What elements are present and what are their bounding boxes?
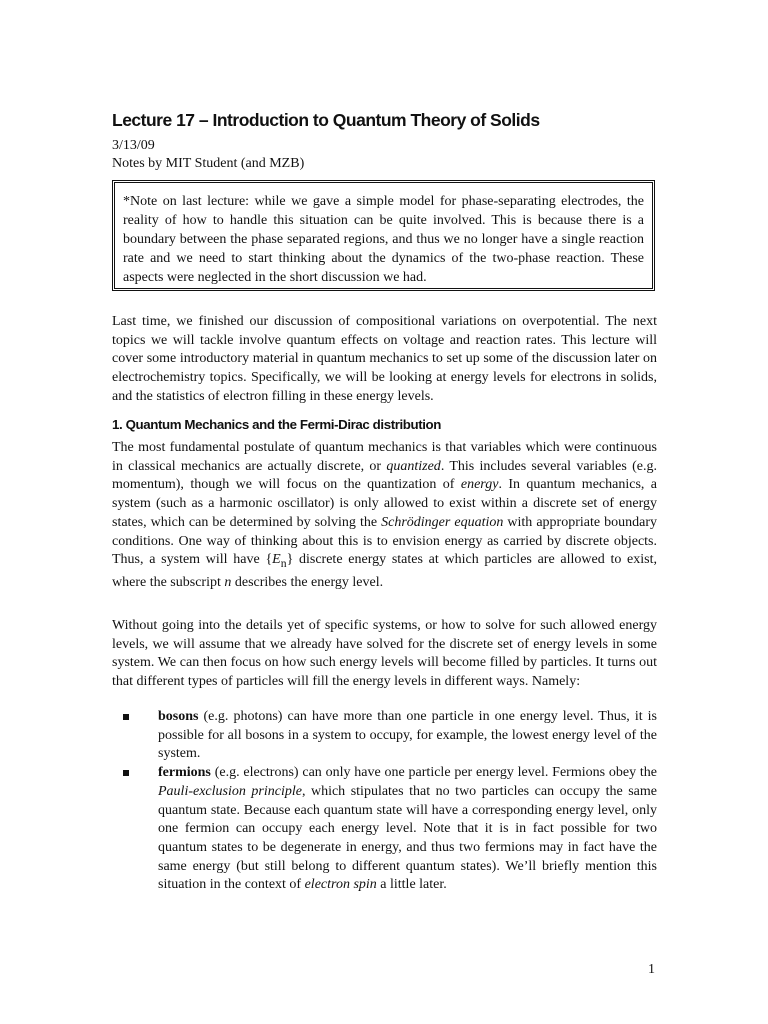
intro-paragraph: Last time, we finished our discussion of compositional variations on overpotential. The next topics we will tackle involve quantum effects on voltage and reaction rates. This lecture will cover some introductory material in quantum mechanics to set up some of the discussion later on electrochemistry topics. Specifically, we will be looking at energy levels for electrons in solids, and the statistics of electron filling in these energy levels. (112, 314, 657, 404)
text-run: (e.g. electrons) can only have one particle per energy level. Fermions obey the (210, 765, 657, 781)
lecture-title: Lecture 17 – Introduction to Quantum Theory of Solids (112, 110, 540, 130)
page-number: 1 (648, 962, 655, 977)
text-run: } discrete energy states at which particles are allowed to exist, where the subscript (112, 552, 658, 590)
square-bullet-icon (123, 770, 129, 776)
note-box (112, 180, 655, 291)
bosons-text: (e.g. photons) can have more than one particle in one energy level. Thus, it is possible for all bosons in a system to occupy, for example, the lowest energy level of the system. (158, 709, 657, 762)
lecture-date: 3/13/09 (112, 138, 155, 153)
energy-symbol: E (272, 552, 281, 568)
emphasis-electron-spin: electron spin (304, 877, 377, 893)
square-bullet-icon (123, 714, 129, 720)
emphasis-energy: energy (460, 477, 499, 493)
term-fermions: fermions (158, 765, 211, 781)
note-text: *Note on last lecture: while we gave a simple model for phase-separating electrodes, the reality of how to handle this situation can be quite involved. This is because there is a boundary between the phase separated regions, and thus we no longer have a single reaction rate and we need to start thinking about the dynamics of the two-phase reaction. These aspects were neglected in the short discussion we had. (123, 194, 644, 285)
emphasis-schrodinger: Schrödinger equation (381, 514, 504, 530)
text-run: describes the energy level. (231, 574, 384, 590)
emphasis-n: n (224, 574, 232, 590)
text-run: . This includes several variables (e.g. momentum), though we will focus on the quantization of (112, 458, 657, 493)
section-heading: 1. Quantum Mechanics and the Fermi-Dirac distribution (112, 417, 442, 432)
text-run: . In quantum mechanics, a system (such as a harmonic oscillator) is only allowed to exist within a discrete set of energy states, which can be determined by solving the (112, 477, 658, 530)
energy-subscript: n (280, 557, 287, 571)
particles-paragraph: Without going into the details yet of specific systems, or how to solve for such allowed energy levels, we will assume that we already have solved for the discrete set of energy levels in some system. We can then focus on how such energy levels will become filled by particles. It turns out that different types of particles will fill the energy levels in different ways. Namely: (112, 618, 657, 690)
term-bosons: bosons (158, 709, 199, 724)
text-run: , which stipulates that no two particles can occupy the same quantum state. Because each quantum state will have a corresponding energy level, only one fermion can occupy each energy level. Note that it is in fact possible for two quantum states to be degenerate in energy, and thus two fermions may in fact have the same energy (but still belong to different quantum states). We’ll briefly mention this situation in the context of (158, 783, 657, 893)
text-run: with appropriate boundary conditions. One way of thinking about this is to envision energy as carried by discrete objects. Thus, a system will have { (112, 514, 657, 568)
text-run: a little later. (376, 877, 447, 893)
particle-types-list (112, 708, 657, 895)
quantization-paragraph (112, 439, 657, 592)
emphasis-pauli: Pauli-exclusion principle (158, 783, 302, 799)
emphasis-quantized: quantized (386, 458, 441, 474)
text-run: The most fundamental postulate of quantum mechanics is that variables which were continuous in classical mechanics are actually discrete, or (112, 440, 657, 474)
list-item-fermions (112, 764, 657, 895)
lecture-author: Notes by MIT Student (and MZB) (112, 156, 305, 171)
list-item-bosons (112, 708, 657, 764)
